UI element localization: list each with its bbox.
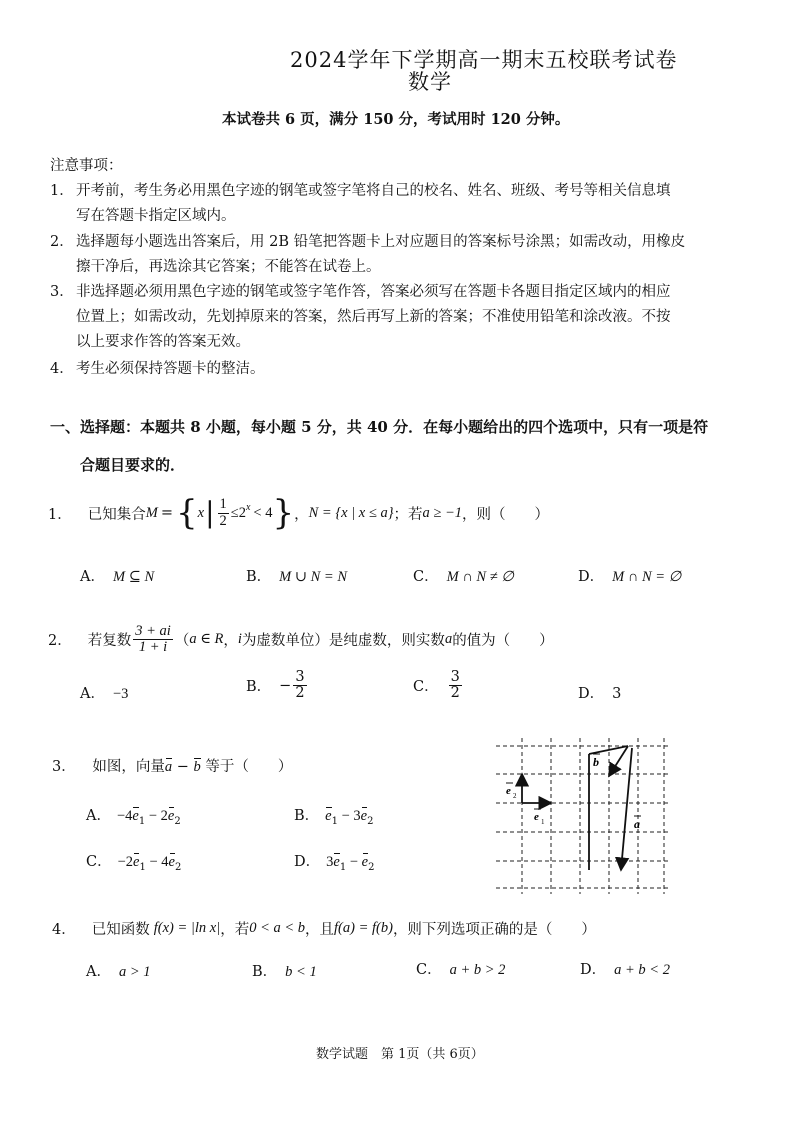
section-heading: 一、选择题：本题共 8 小题，每小题 5 分，共 40 分．在每小题给出的四个选项中，只有一项是符 <box>50 418 709 436</box>
question-tail: 等于（ ） <box>200 759 293 775</box>
note-line: 开考前，考生务必用黑色字迹的钢笔或签字笔将自己的校名、姓名、班级、考号等相关信息填 <box>76 183 671 199</box>
minus: − <box>172 759 194 775</box>
exam-title: 2024学年下学期高一期末五校联考试卷 <box>290 48 678 72</box>
option-b[interactable]: B． b < 1 <box>252 964 317 980</box>
question-2 <box>48 624 554 655</box>
inequality: ≤2 <box>230 504 246 521</box>
vector-a-arrow <box>621 748 632 870</box>
label-e2-sub: 2 <box>513 792 517 800</box>
note-line: 擦干净后，再选涂其它答案；不能答在试卷上。 <box>76 259 381 275</box>
question-lead: 若复数 <box>87 633 132 650</box>
option-d[interactable]: D． a + b < 2 <box>580 962 670 978</box>
note-line: 位置上；如需改动，先划掉原来的答案，然后再写上新的答案；不准使用铅笔和涂改液。不按 <box>76 309 671 325</box>
question-number: 2． <box>48 633 72 650</box>
vector-grid-figure <box>492 736 672 896</box>
section-heading-cont: 合题目要求的． <box>80 456 186 474</box>
option-b[interactable]: B． M ∪ N = N <box>246 569 348 585</box>
page-footer: 数学试题 第 1页（共 6页） <box>316 1047 484 1062</box>
option-d[interactable]: D． 3 <box>578 686 622 702</box>
function-def: f(x) = |ln x| <box>153 920 221 936</box>
option-d[interactable]: D． $3e_1 - e_2$ <box>294 854 375 873</box>
condition-math: f(a) = f(b) <box>334 920 393 936</box>
question-tail: ，则（ ） <box>462 506 549 523</box>
note-line: 非选择题必须用黑色字迹的钢笔或签字笔作答，答案必须写在答题卡各题目指定区域内的相应 <box>76 284 671 300</box>
exponent: x <box>245 501 251 513</box>
note-num: 3． <box>50 284 74 300</box>
note-line: 以上要求作答的答案无效。 <box>76 334 250 350</box>
vector-a: a <box>164 759 173 775</box>
option-d[interactable]: D． M ∩ N = ∅ <box>578 569 682 585</box>
left-brace: { <box>175 493 198 533</box>
label-b: b <box>593 755 599 769</box>
condition-math: 0 < a < b <box>249 920 306 936</box>
set-m-var: x <box>197 504 205 521</box>
note-num: 1． <box>50 183 74 199</box>
option-a[interactable]: A． −3 <box>80 686 129 702</box>
fraction: $\frac{3}{2}$ <box>450 669 460 702</box>
question-tail: ，则下列选项正确的是（ ） <box>392 922 596 938</box>
condition-math: a ∈ R <box>189 631 224 648</box>
complex-fraction: $\frac{3 + ai}{1 + i}$ <box>135 623 171 656</box>
note-line: 考生必须保持答题卡的整洁。 <box>76 361 265 377</box>
question-number: 1． <box>48 506 72 523</box>
option-c[interactable]: C． $-2e_1 - 4e_2$ <box>86 854 182 873</box>
question-1: 1． 已知集合 M = { x | $\frac{1}{2}$ ≤2 $^x$ < 4 } ， N = {x | x ≤ a} ；若 a ≥ −1 ，则（ ） <box>48 493 549 533</box>
question-number: 4． <box>52 922 76 938</box>
subject-title: 数学 <box>408 70 452 94</box>
option-c[interactable]: C． a + b > 2 <box>416 962 506 978</box>
variable-a: a <box>444 631 453 648</box>
paren: （ <box>174 633 190 650</box>
note-line: 选择题每小题选出答案后，用 2B 铅笔把答题卡上对应题目的答案标号涂黑；如需改动，用橡皮 <box>76 234 686 250</box>
option-c[interactable]: C． M ∩ N ≠ ∅ <box>413 569 514 585</box>
question-lead: 已知集合 <box>87 506 146 523</box>
comma: ， <box>223 633 238 650</box>
label-e2: e <box>506 785 511 797</box>
grid-lines <box>496 738 668 894</box>
notes-heading: 注意事项： <box>50 158 123 174</box>
vector-b: b <box>193 759 201 775</box>
upper-bound: < 4 <box>253 504 273 521</box>
option-b[interactable]: B． $e_1 - 3e_2$ <box>294 808 374 827</box>
set-n: N = {x | x ≤ a} <box>308 504 394 521</box>
fraction: $\frac{1}{2}$ <box>219 496 227 529</box>
question-number: 3． <box>52 759 76 775</box>
option-a[interactable]: A． a > 1 <box>86 964 151 980</box>
label-e1-sub: 1 <box>541 818 545 826</box>
question-tail: 的值为（ ） <box>452 633 554 650</box>
condition-text: ；若 <box>393 506 423 523</box>
question-lead: 已知函数 <box>91 922 150 938</box>
option-c[interactable]: C． $\frac{3}{2}$ <box>413 669 460 702</box>
question-3 <box>52 755 292 776</box>
vector-b-arrow <box>609 746 628 776</box>
question-4 <box>52 918 596 939</box>
question-lead: 如图，向量 <box>92 759 165 775</box>
option-a[interactable]: A． $-4e_1 - 2e_2$ <box>86 808 181 827</box>
connector: ，且 <box>305 922 335 938</box>
label-overbars <box>506 754 641 816</box>
condition-text: 为虚数单位）是纯虚数，则实数 <box>241 633 445 650</box>
note-num: 4． <box>50 361 74 377</box>
label-e1: e <box>534 811 539 823</box>
set-m-name: M <box>145 504 158 521</box>
comma: ， <box>294 506 309 523</box>
note-line: 写在答题卡指定区域内。 <box>76 208 236 224</box>
imaginary-unit: i <box>237 631 242 648</box>
option-a[interactable]: A． M ⊆ N <box>80 569 155 585</box>
connector: ，若 <box>220 922 250 938</box>
label-a: a <box>634 817 640 831</box>
right-brace: } <box>272 493 295 533</box>
fraction: $\frac{3}{2}$ <box>295 669 305 702</box>
option-b[interactable]: B． − $\frac{3}{2}$ <box>246 669 305 702</box>
note-num: 2． <box>50 234 74 250</box>
exam-info: 本试卷共 6 页，满分 150 分，考试用时 120 分钟。 <box>222 111 570 128</box>
condition-math: a ≥ −1 <box>422 504 462 521</box>
